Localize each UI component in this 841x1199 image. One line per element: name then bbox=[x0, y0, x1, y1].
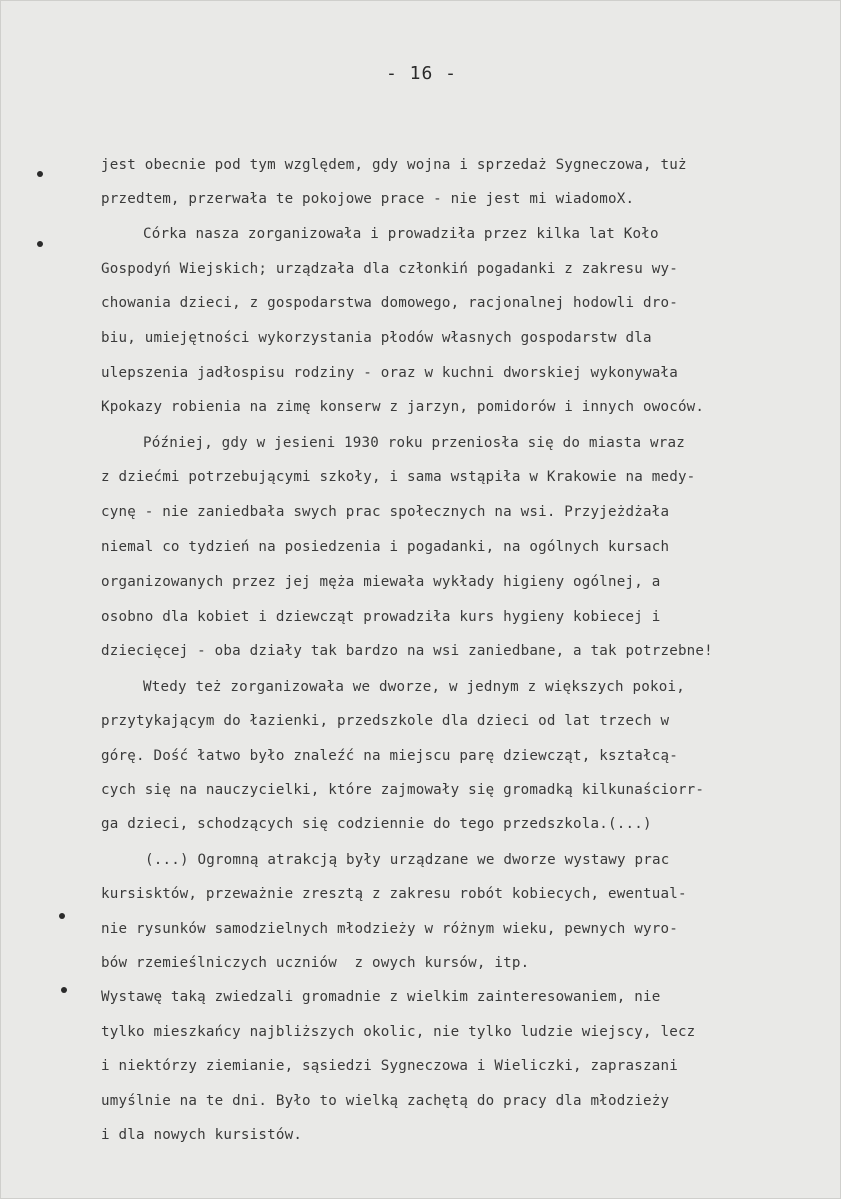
text-line: umyślnie na te dni. Było to wielką zachętą do pracy dla młodzieży bbox=[101, 1093, 670, 1109]
margin-mark bbox=[59, 913, 65, 919]
text-line: Kpokazy robienia na zimę konserw z jarzyn, pomidorów i innych owoców. bbox=[101, 399, 705, 415]
text-line: biu, umiejętności wykorzystania płodów własnych gospodarstw dla bbox=[101, 330, 652, 346]
text-line: nie rysunków samodzielnych młodzieży w różnym wieku, pewnych wyro- bbox=[101, 921, 678, 937]
text-line: kursisktów, przeważnie zresztą z zakresu robót kobiecych, ewentual- bbox=[101, 886, 687, 902]
text-line: i niektórzy ziemianie, sąsiedzi Sygneczowa i Wieliczki, zapraszani bbox=[101, 1058, 678, 1074]
text-line: (...) Ogromną atrakcją były urządzane we dworze wystawy prac bbox=[145, 852, 670, 868]
page-number: - 16 - bbox=[385, 63, 458, 84]
text-line: Córka nasza zorganizowała i prowadziła przez kilka lat Koło bbox=[143, 226, 659, 242]
text-line: przytykającym do łazienki, przedszkole dla dzieci od lat trzech w bbox=[101, 713, 670, 729]
text-line: ulepszenia jadłospisu rodziny - oraz w kuchni dworskiej wykonywała bbox=[101, 365, 678, 381]
text-line: niemal co tydzień na posiedzenia i pogadanki, na ogólnych kursach bbox=[101, 539, 670, 555]
text-line: Wtedy też zorganizowała we dworze, w jednym z większych pokoi, bbox=[143, 679, 685, 695]
text-line: i dla nowych kursistów. bbox=[101, 1127, 303, 1143]
text-line: Wystawę taką zwiedzali gromadnie z wielkim zainteresowaniem, nie bbox=[101, 989, 661, 1005]
text-line: cynę - nie zaniedbała swych prac społecznych na wsi. Przyjeżdżała bbox=[101, 504, 670, 520]
margin-mark bbox=[37, 171, 43, 177]
text-line: cych się na nauczycielki, które zajmowały się gromadką kilkunaściorr- bbox=[101, 782, 705, 798]
margin-mark bbox=[61, 987, 67, 993]
text-line: przedtem, przerwała te pokojowe prace - nie jest mi wiadomoX. bbox=[101, 191, 635, 207]
text-line: Później, gdy w jesieni 1930 roku przeniosła się do miasta wraz bbox=[143, 435, 685, 451]
text-line: bów rzemieślniczych uczniów z owych kursów, itp. bbox=[101, 955, 530, 971]
text-line: górę. Dość łatwo było znaleźć na miejscu parę dziewcząt, kształcą- bbox=[101, 748, 678, 764]
text-line: tylko mieszkańcy najbliższych okolic, nie tylko ludzie wiejscy, lecz bbox=[101, 1024, 696, 1040]
text-line: dziecięcej - oba działy tak bardzo na wsi zaniedbane, a tak potrzebne! bbox=[101, 643, 713, 659]
text-line: organizowanych przez jej męża miewała wykłady higieny ogólnej, a bbox=[101, 574, 661, 590]
text-line: ga dzieci, schodzących się codziennie do tego przedszkola.(...) bbox=[101, 816, 652, 832]
margin-mark bbox=[37, 241, 43, 247]
text-line: chowania dzieci, z gospodarstwa domowego, racjonalnej hodowli dro- bbox=[101, 295, 678, 311]
text-line: z dziećmi potrzebującymi szkoły, i sama wstąpiła w Krakowie na medy- bbox=[101, 469, 696, 485]
text-line: jest obecnie pod tym względem, gdy wojna i sprzedaż Sygneczowa, tuż bbox=[101, 157, 687, 173]
text-line: osobno dla kobiet i dziewcząt prowadziła kurs hygieny kobiecej i bbox=[101, 609, 661, 625]
text-line: Gospodyń Wiejskich; urządzała dla członkiń pogadanki z zakresu wy- bbox=[101, 261, 678, 277]
